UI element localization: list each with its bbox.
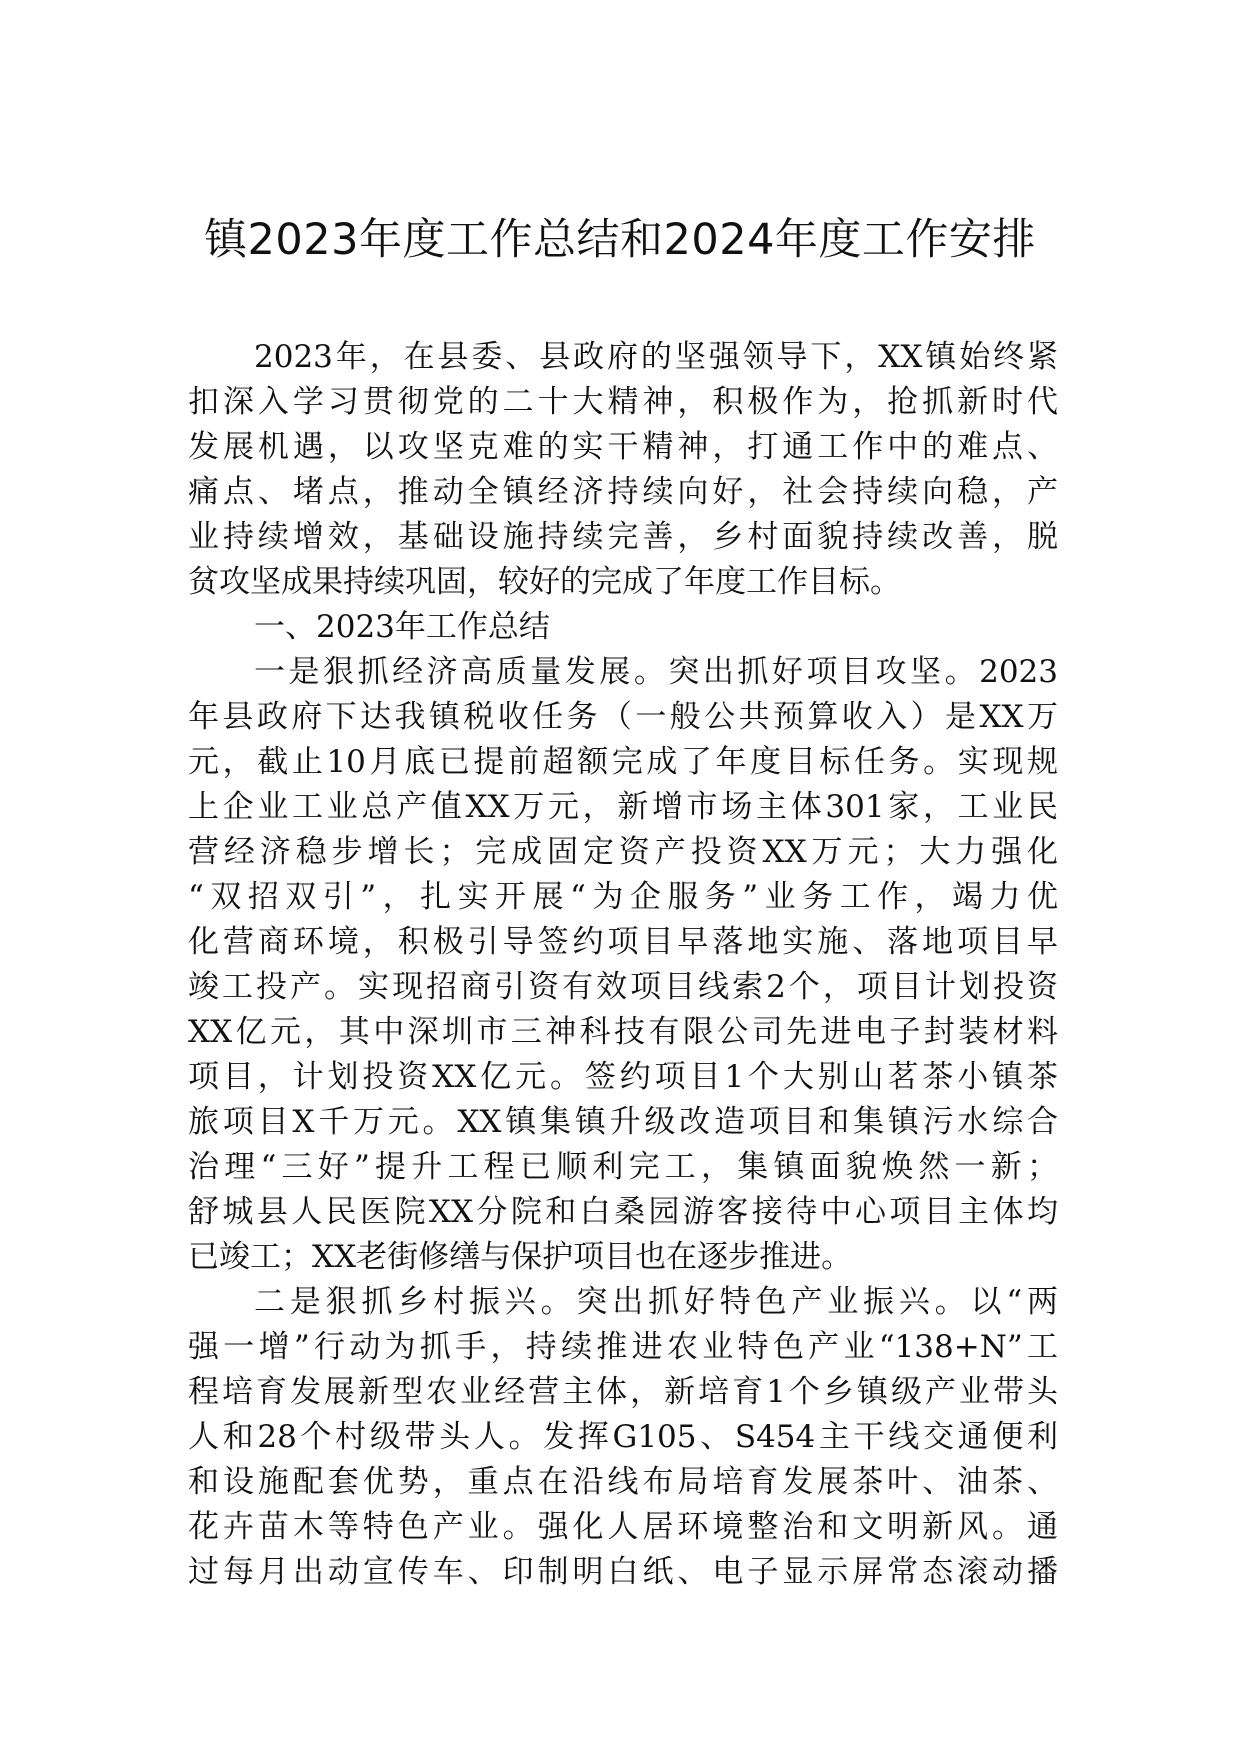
text-line: 2023年，在县委、县政府的坚强领导下，XX镇始终紧: [254, 339, 1058, 375]
text-line: 痛点、堵点，推动全镇经济持续向好，社会持续向稳，产: [188, 474, 1058, 510]
text-line: 元，截止10月底已提前超额完成了年度目标任务。实现规: [188, 744, 1058, 780]
text-line: 化营商环境，积极引导签约项目早落地实施、落地项目早: [188, 924, 1058, 960]
text-line: 舒城县人民医院XX分院和白桑园游客接待中心项目主体均: [188, 1194, 1058, 1230]
section-heading: 一、2023年工作总结: [254, 609, 550, 645]
text-line: 二是狠抓乡村振兴。突出抓好特色产业振兴。以“两: [254, 1284, 1058, 1320]
text-line: 过每月出动宣传车、印制明白纸、电子显示屏常态滚动播: [188, 1554, 1058, 1590]
text-line: 营经济稳步增长；完成固定资产投资XX万元；大力强化: [188, 834, 1058, 870]
text-line: 年县政府下达我镇税收任务（一般公共预算收入）是XX万: [188, 699, 1058, 735]
text-line: 花卉苗木等特色产业。强化人居环境整治和文明新风。通: [188, 1509, 1058, 1545]
text-line: 发展机遇，以攻坚克难的实干精神，打通工作中的难点、: [188, 429, 1058, 465]
text-line: 和设施配套优势，重点在沿线布局培育发展茶叶、油茶、: [188, 1464, 1058, 1500]
document-body: [188, 335, 1058, 1595]
text-line: 旅项目X千万元。XX镇集镇升级改造项目和集镇污水综合: [188, 1104, 1058, 1140]
text-line: XX亿元，其中深圳市三神科技有限公司先进电子封装材料: [188, 1014, 1058, 1050]
text-line: 竣工投产。实现招商引资有效项目线索2个，项目计划投资: [188, 969, 1058, 1005]
text-line: 上企业工业总产值XX万元，新增市场主体301家，工业民: [188, 789, 1058, 825]
text-line: 项目，计划投资XX亿元。签约项目1个大别山茗茶小镇茶: [188, 1059, 1058, 1095]
text-line: 贫攻坚成果持续巩固，较好的完成了年度工作目标。: [188, 564, 901, 600]
text-line: 治理“三好”提升工程已顺利完工，集镇面貌焕然一新；: [188, 1149, 1058, 1185]
text-line: 程培育发展新型农业经营主体，新培育1个乡镇级产业带头: [188, 1374, 1058, 1410]
text-line: “双招双引”，扎实开展“为企服务”业务工作，竭力优: [188, 879, 1058, 915]
text-line: 扣深入学习贯彻党的二十大精神，积极作为，抢抓新时代: [188, 384, 1058, 420]
text-line: 业持续增效，基础设施持续完善，乡村面貌持续改善，脱: [188, 519, 1058, 555]
text-line: 一是狠抓经济高质量发展。突出抓好项目攻坚。2023: [254, 654, 1058, 690]
text-line: 已竣工；XX老街修缮与保护项目也在逐步推进。: [188, 1239, 853, 1275]
text-line: 强一增”行动为抓手，持续推进农业特色产业“138+N”工: [188, 1329, 1058, 1365]
text-line: 人和28个村级带头人。发挥G105、S454主干线交通便利: [188, 1419, 1058, 1455]
document-title: 镇2023年度工作总结和2024年度工作安排: [204, 215, 1036, 265]
